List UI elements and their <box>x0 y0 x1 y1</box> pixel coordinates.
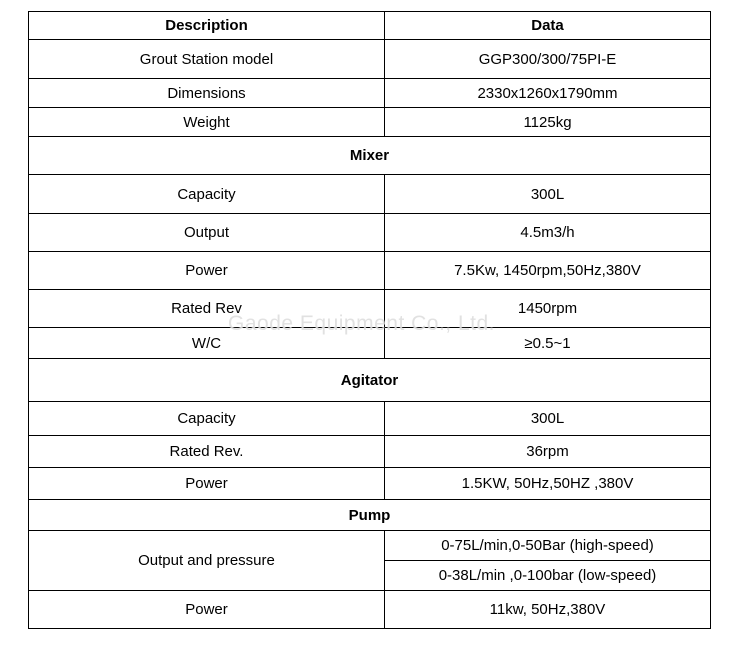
table-row <box>29 436 711 468</box>
table-row <box>29 468 711 500</box>
header-description: Description <box>29 12 385 40</box>
row-label: W/C <box>29 328 385 359</box>
section-title-pump: Pump <box>29 500 711 531</box>
row-value: 300L <box>385 402 711 436</box>
row-label: Output and pressure <box>29 531 385 591</box>
table-row <box>29 402 711 436</box>
section-row-agitator <box>29 359 711 402</box>
table-row <box>29 214 711 252</box>
table-row <box>29 252 711 290</box>
table-row <box>29 175 711 214</box>
row-label: Rated Rev <box>29 290 385 328</box>
section-title-mixer: Mixer <box>29 137 711 175</box>
spec-table <box>28 11 711 629</box>
row-value: 2330x1260x1790mm <box>385 79 711 108</box>
row-value: ≥0.5~1 <box>385 328 711 359</box>
row-label: Output <box>29 214 385 252</box>
row-value: 300L <box>385 175 711 214</box>
table-row <box>29 531 711 561</box>
row-value: 11kw, 50Hz,380V <box>385 591 711 629</box>
row-value: 36rpm <box>385 436 711 468</box>
row-label: Power <box>29 252 385 290</box>
row-label: Weight <box>29 108 385 137</box>
table-row <box>29 79 711 108</box>
row-value: 7.5Kw, 1450rpm,50Hz,380V <box>385 252 711 290</box>
row-label: Rated Rev. <box>29 436 385 468</box>
section-row-pump <box>29 500 711 531</box>
row-label: Dimensions <box>29 79 385 108</box>
header-data: Data <box>385 12 711 40</box>
row-value: 1.5KW, 50Hz,50HZ ,380V <box>385 468 711 500</box>
row-label: Capacity <box>29 402 385 436</box>
table-row <box>29 108 711 137</box>
row-value: 0-38L/min ,0-100bar (low-speed) <box>385 561 711 591</box>
row-label: Grout Station model <box>29 40 385 79</box>
row-value: 1125kg <box>385 108 711 137</box>
section-title-agitator: Agitator <box>29 359 711 402</box>
table-row <box>29 290 711 328</box>
table-row <box>29 40 711 79</box>
row-value: GGP300/300/75PI-E <box>385 40 711 79</box>
row-label: Power <box>29 468 385 500</box>
header-row <box>29 12 711 40</box>
row-value: 4.5m3/h <box>385 214 711 252</box>
row-label: Power <box>29 591 385 629</box>
watermark-text: Gaode Equipment Co., Ltd. <box>228 312 495 335</box>
section-row-mixer <box>29 137 711 175</box>
row-label: Capacity <box>29 175 385 214</box>
table-row <box>29 591 711 629</box>
row-value: 1450rpm <box>385 290 711 328</box>
row-value: 0-75L/min,0-50Bar (high-speed) <box>385 531 711 561</box>
table-row <box>29 328 711 359</box>
